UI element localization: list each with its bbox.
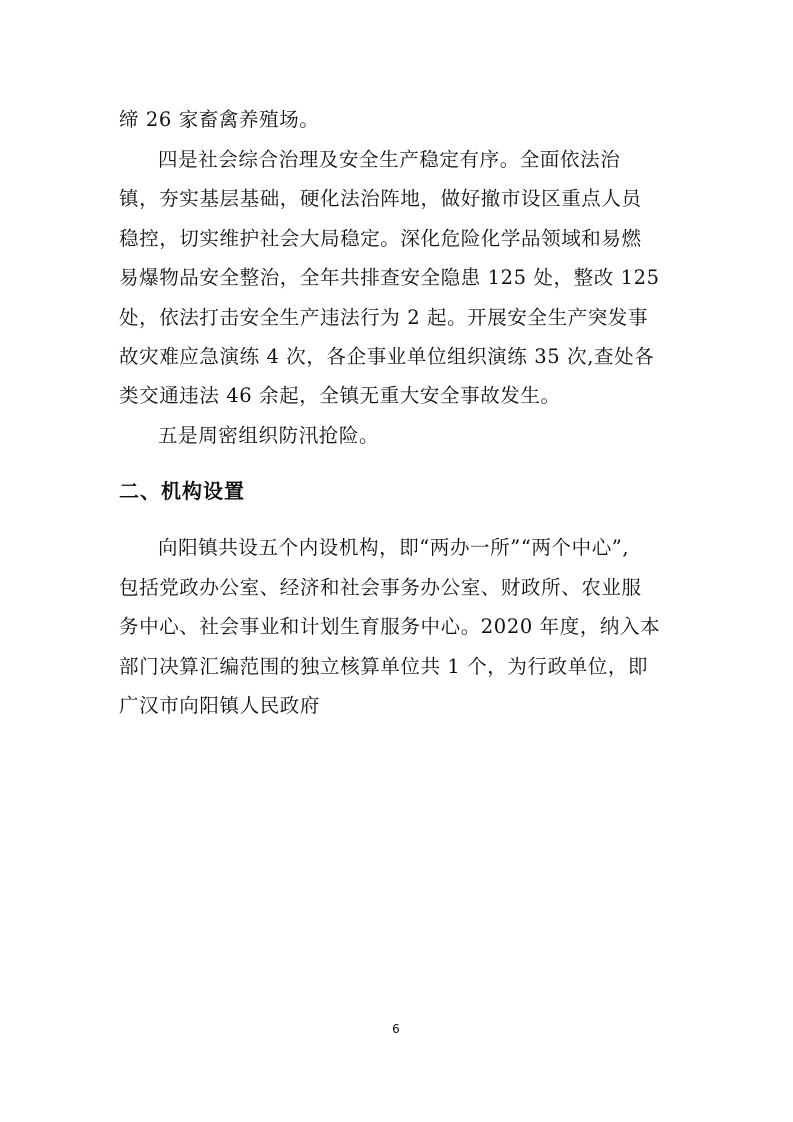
body-text-line: 类交通违法 46 余起，全镇无重大安全事故发生。 (119, 384, 561, 407)
body-text-line: 广汉市向阳镇人民政府 (119, 694, 321, 717)
body-text-line: 缔 26 家畜禽养殖场。 (119, 108, 320, 131)
body-text-line: 包括党政办公室、经济和社会事务办公室、财政所、农业服 (119, 576, 642, 599)
body-text-line: 易爆物品安全整治，全年共排查安全隐患 125 处，整改 125 (119, 266, 660, 289)
body-text-line: 部门决算汇编范围的独立核算单位共 1 个，为行政单位，即 (119, 655, 649, 678)
body-text-line: 五是周密组织防汛抢险。 (158, 424, 380, 447)
body-text-line: 四是社会综合治理及安全生产稳定有序。全面依法治 (158, 148, 621, 171)
body-text-line: 镇，夯实基层基础，硬化法治阵地，做好撤市设区重点人员 (119, 187, 642, 210)
body-text-line: 务中心、社会事业和计划生育服务中心。2020 年度，纳入本 (119, 615, 661, 638)
page-number: 6 (392, 1022, 400, 1036)
body-text-line: 故灾难应急演练 4 次，各企事业单位组织演练 35 次,查处各 (119, 345, 655, 368)
body-text-line: 处，依法打击安全生产违法行为 2 起。开展安全生产突发事 (119, 306, 649, 329)
section-heading: 二、机构设置 (119, 479, 245, 503)
body-text-line: 向阳镇共设五个内设机构，即“两办一所”“两个中心”, (158, 536, 630, 559)
body-text-line: 稳控，切实维护社会大局稳定。深化危险化学品领域和易燃 (119, 227, 642, 250)
